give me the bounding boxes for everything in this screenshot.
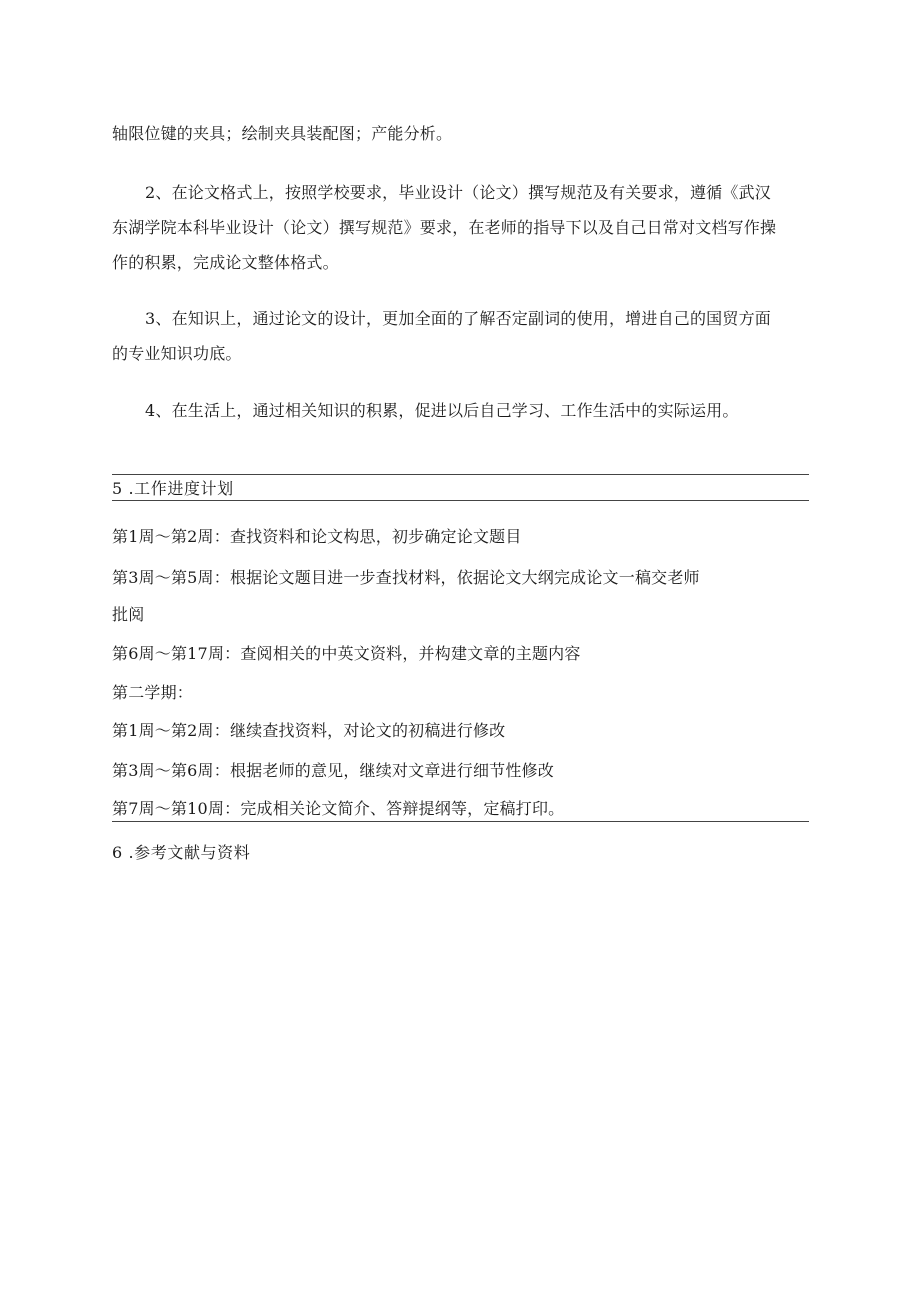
paragraph-format-line-1: 2、在论文格式上，按照学校要求，毕业设计（论文）撰写规范及有关要求，遵循《武汉 <box>145 183 771 202</box>
section5-top-rule <box>112 474 809 475</box>
section5-bottom-rule <box>112 500 809 501</box>
schedule-item: 第6周～第17周：查阅相关的中英文资料，并构建文章的主题内容 <box>112 644 581 663</box>
schedule-item: 批阅 <box>112 605 145 624</box>
section5-heading: 5 .工作进度计划 <box>112 479 234 498</box>
schedule-subheading: 第二学期： <box>112 683 194 702</box>
paragraph-format-line-2: 东湖学院本科毕业设计（论文）撰写规范》要求，在老师的指导下以及自己日常对文档写作操 <box>112 218 777 237</box>
schedule-item: 第3周～第6周：根据老师的意见，继续对文章进行细节性修改 <box>112 761 554 780</box>
schedule-item: 第3周～第5周：根据论文题目进一步查找材料，依据论文大纲完成论文一稿交老师 <box>112 568 700 587</box>
paragraph-knowledge-line-1: 3、在知识上，通过论文的设计，更加全面的了解否定副词的使用，增进自己的国贸方面 <box>145 309 771 328</box>
paragraph-continuation: 轴限位键的夹具；绘制夹具装配图；产能分析。 <box>112 124 453 143</box>
paragraph-format-line-3: 作的积累，完成论文整体格式。 <box>112 253 339 272</box>
schedule-item: 第1周～第2周：继续查找资料，对论文的初稿进行修改 <box>112 721 506 740</box>
section6-top-rule <box>112 821 809 822</box>
paragraph-knowledge-line-2: 的专业知识功底。 <box>112 344 242 363</box>
section6-heading: 6 .参考文献与资料 <box>112 843 251 862</box>
schedule-item: 第1周～第2周：查找资料和论文构思，初步确定论文题目 <box>112 527 522 546</box>
paragraph-life-line-1: 4、在生活上，通过相关知识的积累，促进以后自己学习、工作生活中的实际运用。 <box>145 401 739 420</box>
schedule-item: 第7周～第10周：完成相关论文简介、答辩提纲等，定稿打印。 <box>112 799 565 818</box>
